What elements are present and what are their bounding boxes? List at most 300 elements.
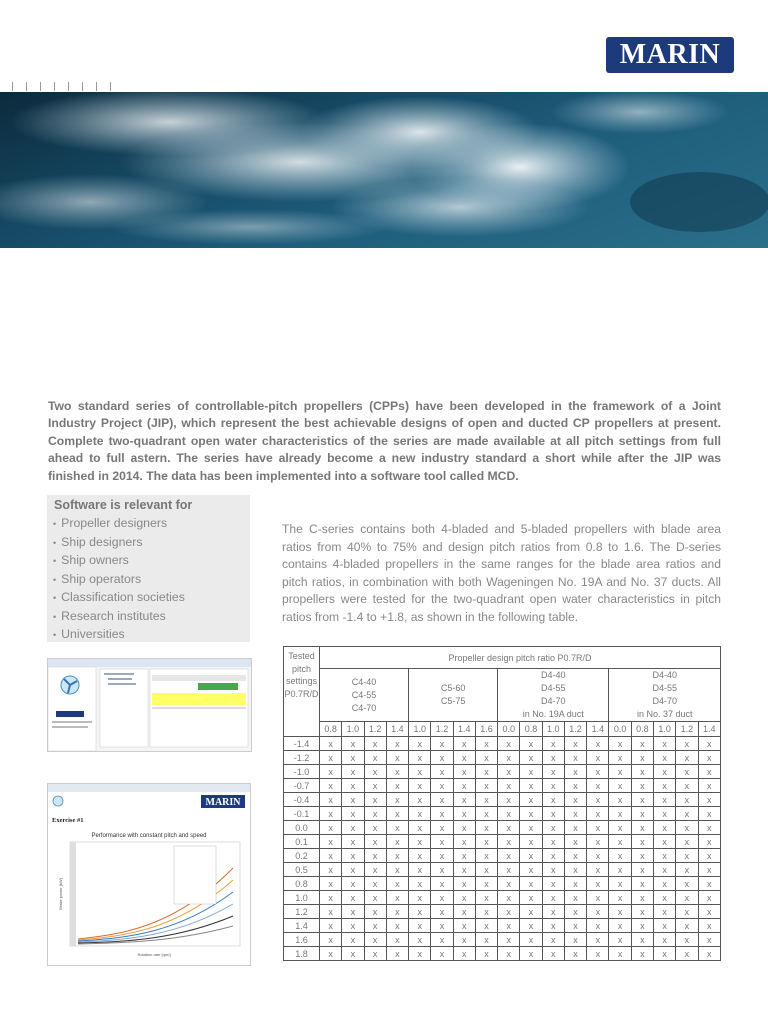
tested-mark: x	[409, 849, 431, 863]
pitch-column-header: 1.2	[564, 722, 586, 737]
tested-mark: x	[453, 905, 475, 919]
tested-mark: x	[409, 793, 431, 807]
tested-mark: x	[453, 807, 475, 821]
pitch-column-header: 0.8	[631, 722, 653, 737]
table-row	[284, 751, 721, 765]
tested-mark: x	[409, 891, 431, 905]
tested-mark: x	[676, 877, 698, 891]
tested-mark: x	[342, 905, 364, 919]
table-row	[284, 737, 721, 751]
tested-mark: x	[453, 779, 475, 793]
pitch-column-header: 1.2	[676, 722, 698, 737]
tested-mark: x	[342, 793, 364, 807]
tested-mark: x	[386, 807, 408, 821]
tested-mark: x	[342, 933, 364, 947]
tested-pitch-value: -1.2	[284, 751, 320, 765]
tested-mark: x	[453, 835, 475, 849]
tested-mark: x	[609, 947, 631, 961]
tested-mark: x	[409, 779, 431, 793]
tested-mark: x	[564, 891, 586, 905]
tested-mark: x	[631, 793, 653, 807]
tested-mark: x	[631, 737, 653, 751]
tested-mark: x	[698, 807, 720, 821]
tested-pitch-value: 0.5	[284, 863, 320, 877]
tested-mark: x	[409, 807, 431, 821]
tested-mark: x	[587, 793, 609, 807]
tested-mark: x	[431, 737, 453, 751]
table-row	[284, 779, 721, 793]
tested-mark: x	[609, 891, 631, 905]
tested-mark: x	[653, 933, 675, 947]
pitch-columns-row	[284, 722, 721, 737]
tested-mark: x	[364, 765, 386, 779]
tested-mark: x	[453, 737, 475, 751]
tested-mark: x	[431, 863, 453, 877]
tested-mark: x	[342, 891, 364, 905]
tested-mark: x	[431, 905, 453, 919]
tested-mark: x	[386, 793, 408, 807]
tested-mark: x	[364, 751, 386, 765]
tested-mark: x	[409, 919, 431, 933]
pitch-column-header: 1.4	[698, 722, 720, 737]
pitch-column-header: 1.0	[653, 722, 675, 737]
tested-mark: x	[676, 863, 698, 877]
table-row	[284, 863, 721, 877]
tested-mark: x	[386, 821, 408, 835]
tested-mark: x	[587, 821, 609, 835]
tested-mark: x	[542, 751, 564, 765]
pitch-column-header: 1.0	[542, 722, 564, 737]
tested-mark: x	[631, 835, 653, 849]
tested-mark: x	[409, 905, 431, 919]
tested-mark: x	[653, 807, 675, 821]
list-item: • Propeller designers	[53, 516, 168, 530]
tested-mark: x	[653, 779, 675, 793]
series-name: D4-40	[652, 670, 677, 680]
tested-mark: x	[453, 751, 475, 765]
corner-line: Tested	[288, 651, 315, 661]
tested-mark: x	[609, 863, 631, 877]
corner-line: P0.7R/D	[284, 688, 319, 699]
tested-mark: x	[409, 835, 431, 849]
tested-mark: x	[320, 947, 342, 961]
tested-mark: x	[498, 877, 520, 891]
list-item: • Classification societies	[53, 590, 185, 604]
tested-mark: x	[409, 933, 431, 947]
tested-mark: x	[676, 779, 698, 793]
tested-mark: x	[631, 863, 653, 877]
tested-mark: x	[587, 947, 609, 961]
series-name: C5-75	[440, 696, 466, 706]
wave-illustration	[0, 92, 768, 248]
tested-mark: x	[609, 793, 631, 807]
tested-pitch-value: -0.1	[284, 807, 320, 821]
tested-mark: x	[342, 919, 364, 933]
tested-mark: x	[320, 919, 342, 933]
tested-mark: x	[520, 891, 542, 905]
tested-mark: x	[542, 905, 564, 919]
tested-mark: x	[364, 933, 386, 947]
tested-mark: x	[587, 765, 609, 779]
tested-mark: x	[676, 891, 698, 905]
list-item: • Ship owners	[53, 553, 129, 567]
tested-mark: x	[453, 765, 475, 779]
tested-mark: x	[498, 793, 520, 807]
tested-mark: x	[631, 849, 653, 863]
tested-mark: x	[542, 849, 564, 863]
tested-mark: x	[342, 779, 364, 793]
tested-mark: x	[475, 821, 497, 835]
tested-mark: x	[498, 933, 520, 947]
design-pitch-header: Propeller design pitch ratio P0.7R/D	[320, 647, 721, 669]
tested-mark: x	[587, 933, 609, 947]
tested-mark: x	[520, 919, 542, 933]
pitch-column-header: 1.6	[475, 722, 497, 737]
tested-mark: x	[698, 905, 720, 919]
series-name: C4-55	[351, 689, 377, 700]
tested-mark: x	[653, 737, 675, 751]
table-row	[284, 891, 721, 905]
relevant-title: Software is relevant for	[54, 498, 193, 512]
series-group	[320, 669, 409, 722]
tested-mark: x	[698, 863, 720, 877]
tested-mark: x	[542, 765, 564, 779]
tested-mark: x	[564, 793, 586, 807]
pitch-column-header: 1.4	[453, 722, 475, 737]
tested-mark: x	[676, 737, 698, 751]
tested-mark: x	[609, 765, 631, 779]
tested-mark: x	[587, 863, 609, 877]
tested-mark: x	[542, 863, 564, 877]
tested-mark: x	[431, 821, 453, 835]
tested-mark: x	[386, 919, 408, 933]
tested-mark: x	[542, 933, 564, 947]
tested-mark: x	[320, 863, 342, 877]
table-row	[284, 821, 721, 835]
tested-mark: x	[653, 849, 675, 863]
tested-mark: x	[587, 737, 609, 751]
tested-mark: x	[609, 933, 631, 947]
tested-mark: x	[698, 891, 720, 905]
tested-mark: x	[698, 793, 720, 807]
tested-mark: x	[386, 877, 408, 891]
tested-mark: x	[587, 891, 609, 905]
tested-mark: x	[520, 779, 542, 793]
tested-mark: x	[676, 765, 698, 779]
tested-mark: x	[698, 765, 720, 779]
tested-mark: x	[564, 947, 586, 961]
series-group	[609, 669, 721, 722]
tested-mark: x	[342, 807, 364, 821]
tested-mark: x	[698, 919, 720, 933]
tested-mark: x	[542, 947, 564, 961]
tested-mark: x	[475, 905, 497, 919]
series-name: D4-55	[541, 683, 566, 693]
tested-mark: x	[453, 891, 475, 905]
tested-mark: x	[609, 919, 631, 933]
corner-line: pitch	[291, 663, 311, 674]
tested-mark: x	[364, 863, 386, 877]
tested-mark: x	[364, 891, 386, 905]
thumb-logo: MARIN	[205, 797, 241, 808]
tested-mark: x	[386, 835, 408, 849]
tested-mark: x	[320, 891, 342, 905]
relevant-list	[47, 515, 250, 645]
tested-pitch-value: 0.1	[284, 835, 320, 849]
tested-mark: x	[453, 877, 475, 891]
tested-mark: x	[698, 835, 720, 849]
tested-mark: x	[364, 821, 386, 835]
tested-mark: x	[542, 877, 564, 891]
ruler-ticks	[12, 82, 111, 91]
tested-mark: x	[564, 779, 586, 793]
pitch-column-header: 0.8	[320, 722, 342, 737]
tested-mark: x	[676, 905, 698, 919]
tested-mark: x	[698, 779, 720, 793]
tested-mark: x	[453, 947, 475, 961]
tested-pitch-value: 0.8	[284, 877, 320, 891]
hero-ocean-image	[0, 92, 768, 248]
tested-mark: x	[653, 919, 675, 933]
tested-mark: x	[431, 849, 453, 863]
tested-mark: x	[386, 779, 408, 793]
tested-mark: x	[342, 835, 364, 849]
tested-pitch-value: 1.0	[284, 891, 320, 905]
pitch-column-header: 0.8	[520, 722, 542, 737]
tested-mark: x	[676, 849, 698, 863]
tested-mark: x	[320, 737, 342, 751]
tested-mark: x	[386, 737, 408, 751]
tested-mark: x	[587, 807, 609, 821]
tested-mark: x	[520, 821, 542, 835]
tested-pitch-value: 0.0	[284, 821, 320, 835]
tested-mark: x	[609, 751, 631, 765]
tested-mark: x	[453, 849, 475, 863]
tested-mark: x	[564, 849, 586, 863]
pitch-column-header: 1.2	[431, 722, 453, 737]
tested-mark: x	[676, 933, 698, 947]
tested-mark: x	[564, 933, 586, 947]
tested-mark: x	[409, 751, 431, 765]
tested-pitch-value: -0.4	[284, 793, 320, 807]
tested-mark: x	[320, 835, 342, 849]
tested-mark: x	[431, 765, 453, 779]
list-item: • Universities	[53, 627, 125, 641]
tested-mark: x	[676, 947, 698, 961]
tested-mark: x	[498, 807, 520, 821]
tested-mark: x	[386, 849, 408, 863]
pitch-column-header: 1.2	[364, 722, 386, 737]
table-row	[284, 905, 721, 919]
tested-mark: x	[520, 863, 542, 877]
tested-mark: x	[431, 919, 453, 933]
tested-mark: x	[520, 835, 542, 849]
tested-mark: x	[320, 821, 342, 835]
series-name: D4-70	[652, 696, 677, 706]
series-name: D4-40	[541, 670, 566, 680]
corner-line: settings	[285, 676, 318, 686]
marin-logo: MARIN	[606, 37, 734, 73]
tested-mark: x	[676, 807, 698, 821]
tested-mark: x	[676, 793, 698, 807]
tested-mark: x	[342, 765, 364, 779]
tested-mark: x	[631, 779, 653, 793]
tested-mark: x	[609, 849, 631, 863]
tested-mark: x	[453, 821, 475, 835]
tested-pitch-value: 1.6	[284, 933, 320, 947]
tested-mark: x	[609, 835, 631, 849]
tested-mark: x	[587, 779, 609, 793]
list-item: • Ship designers	[53, 534, 143, 549]
tested-mark: x	[542, 793, 564, 807]
tested-mark: x	[342, 849, 364, 863]
tested-mark: x	[342, 751, 364, 765]
tested-pitch-value: 1.2	[284, 905, 320, 919]
tested-mark: x	[320, 793, 342, 807]
tested-mark: x	[542, 807, 564, 821]
tested-mark: x	[386, 863, 408, 877]
tested-mark: x	[320, 933, 342, 947]
tested-mark: x	[364, 919, 386, 933]
tested-mark: x	[653, 751, 675, 765]
tested-mark: x	[698, 737, 720, 751]
tested-mark: x	[475, 919, 497, 933]
tested-mark: x	[409, 947, 431, 961]
pitch-column-header: 0.0	[609, 722, 631, 737]
tested-mark: x	[564, 765, 586, 779]
tested-mark: x	[475, 891, 497, 905]
tested-mark: x	[698, 877, 720, 891]
pitch-column-header: 1.4	[386, 722, 408, 737]
tested-mark: x	[475, 793, 497, 807]
tested-mark: x	[520, 737, 542, 751]
series-name: C4-70	[351, 702, 377, 713]
tested-mark: x	[520, 905, 542, 919]
tested-mark: x	[320, 765, 342, 779]
table-row	[284, 919, 721, 933]
tested-mark: x	[364, 849, 386, 863]
tested-mark: x	[653, 863, 675, 877]
tested-mark: x	[498, 737, 520, 751]
tested-pitch-value: 0.2	[284, 849, 320, 863]
table-row	[284, 807, 721, 821]
tested-mark: x	[342, 947, 364, 961]
tested-mark: x	[475, 947, 497, 961]
tested-mark: x	[631, 821, 653, 835]
pitch-column-header: 1.4	[587, 722, 609, 737]
tested-mark: x	[520, 849, 542, 863]
tested-pitch-value: -1.4	[284, 737, 320, 751]
tested-mark: x	[587, 877, 609, 891]
tested-mark: x	[564, 751, 586, 765]
tested-pitch-value: -0.7	[284, 779, 320, 793]
tested-mark: x	[587, 849, 609, 863]
tested-mark: x	[431, 751, 453, 765]
tested-mark: x	[653, 905, 675, 919]
table-row	[284, 835, 721, 849]
tested-mark: x	[564, 835, 586, 849]
tested-mark: x	[564, 877, 586, 891]
relevant-for-box	[47, 495, 250, 642]
table-row	[284, 947, 721, 961]
tested-mark: x	[364, 779, 386, 793]
tested-mark: x	[364, 793, 386, 807]
series-name: C5-60	[440, 683, 466, 693]
tested-mark: x	[698, 933, 720, 947]
tested-pitch-value: -1.0	[284, 765, 320, 779]
tested-mark: x	[587, 905, 609, 919]
pitch-column-header: 1.0	[342, 722, 364, 737]
tested-mark: x	[542, 737, 564, 751]
series-description: The C-series contains both 4-bladed and 5-bladed propellers with blade area ratios from 40% to 75% and design pitch ratios from 0.8 to 1.6. The D-series contains 4-bladed propellers in the same ranges for the blade area ratios and pitch ratios, in combination with both Wageningen No. 19A and No. 37 ducts. All propellers were tested for the two-quadrant open water characteristics in pitch ratios from -1.4 to +1.8, as shown in the following table.	[282, 522, 721, 624]
tested-mark: x	[320, 905, 342, 919]
tested-mark: x	[653, 877, 675, 891]
tested-mark: x	[520, 933, 542, 947]
tested-mark: x	[520, 877, 542, 891]
tested-mark: x	[498, 835, 520, 849]
tested-mark: x	[364, 877, 386, 891]
tested-mark: x	[386, 891, 408, 905]
tested-mark: x	[564, 905, 586, 919]
tested-mark: x	[631, 905, 653, 919]
tested-pitch-value: 1.8	[284, 947, 320, 961]
tested-mark: x	[520, 947, 542, 961]
tested-mark: x	[475, 779, 497, 793]
tested-mark: x	[475, 835, 497, 849]
tested-mark: x	[431, 877, 453, 891]
tested-mark: x	[475, 849, 497, 863]
tested-mark: x	[498, 765, 520, 779]
table-row	[284, 765, 721, 779]
tested-mark: x	[431, 779, 453, 793]
tested-mark: x	[475, 807, 497, 821]
table-header-row	[284, 647, 721, 669]
tested-mark: x	[409, 821, 431, 835]
tested-mark: x	[631, 947, 653, 961]
tested-mark: x	[653, 891, 675, 905]
tested-mark: x	[475, 877, 497, 891]
tested-mark: x	[453, 863, 475, 877]
list-item: • Research institutes	[53, 608, 166, 623]
tested-mark: x	[386, 905, 408, 919]
tested-mark: x	[498, 849, 520, 863]
tested-mark: x	[520, 807, 542, 821]
tested-mark: x	[498, 947, 520, 961]
thumb-ylabel: Brake power [kW]	[58, 878, 63, 910]
tested-mark: x	[698, 751, 720, 765]
tested-mark: x	[498, 779, 520, 793]
tested-mark: x	[631, 877, 653, 891]
tested-mark: x	[520, 751, 542, 765]
tested-mark: x	[653, 821, 675, 835]
tested-mark: x	[386, 947, 408, 961]
tested-mark: x	[453, 919, 475, 933]
tested-mark: x	[386, 765, 408, 779]
tested-mark: x	[698, 821, 720, 835]
tested-mark: x	[653, 835, 675, 849]
tested-mark: x	[475, 863, 497, 877]
tested-mark: x	[498, 905, 520, 919]
tested-mark: x	[609, 821, 631, 835]
tested-mark: x	[520, 793, 542, 807]
tested-mark: x	[631, 751, 653, 765]
tested-mark: x	[364, 835, 386, 849]
pitch-column-header: 0.0	[498, 722, 520, 737]
tested-mark: x	[431, 835, 453, 849]
series-group-row	[284, 669, 721, 722]
thumb-chart-title: Performance with constant pitch and speed	[91, 833, 207, 839]
tested-mark: x	[320, 849, 342, 863]
